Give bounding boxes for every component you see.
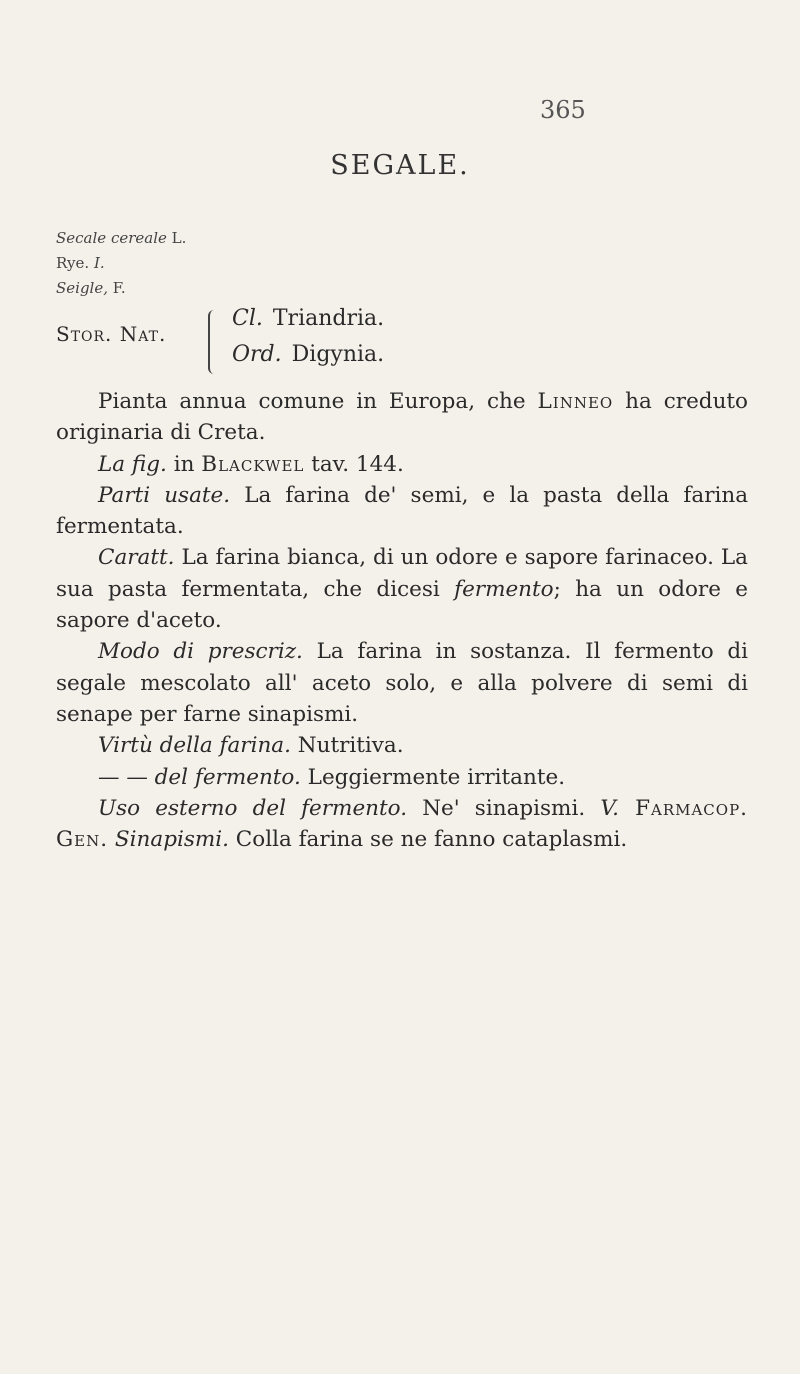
paragraph-characters: Caratt. La farina bianca, di un odore e sapore farinaceo. La sua pasta fermentata, che dicesi fermento; ha un odore e sapore d'aceto. bbox=[56, 545, 748, 634]
synonym-latin: Secale cereale L. bbox=[56, 229, 187, 247]
brace-icon bbox=[208, 310, 220, 374]
classification-label: Stor. Nat. bbox=[56, 322, 167, 346]
paragraph-prescription: Modo di prescriz. La farina in sostanza. Il fermento di segale mescolato all' aceto solo, e alla polvere di semi di senape per farne sinapismi. bbox=[56, 639, 748, 727]
synonym-french: Seigle, F. bbox=[56, 279, 126, 297]
paragraph-figure: La fig. in Blackwel tav. 144. bbox=[98, 451, 404, 477]
synonym-english: Rye. I. bbox=[56, 254, 105, 272]
paragraph-description: Pianta annua comune in Europa, che Linneo ha creduto originaria di Creta. bbox=[56, 389, 748, 446]
page-title: SEGALE. bbox=[330, 150, 470, 181]
classification-block bbox=[56, 306, 736, 380]
order-line: Ord. Digynia. bbox=[232, 342, 385, 367]
synonyms-list bbox=[56, 226, 186, 301]
paragraph-virtue-ferment: — — del fermento. Leggiermente irritante. bbox=[98, 764, 566, 790]
paragraph-external-use: Uso esterno del fermento. Ne' sinapismi. V. Farmacop. Gen. Sinapismi. Colla farina se ne fanno cataplasmi. bbox=[56, 795, 749, 853]
paragraph-parts-used: Parti usate. La farina de' semi, e la pasta della farina fermentata. bbox=[56, 482, 749, 540]
class-line: Cl. Triandria. bbox=[232, 306, 385, 331]
paragraph-virtue-flour: Virtù della farina. Nutritiva. bbox=[98, 733, 404, 759]
body-text bbox=[56, 386, 748, 855]
page-number: 365 bbox=[540, 96, 586, 124]
